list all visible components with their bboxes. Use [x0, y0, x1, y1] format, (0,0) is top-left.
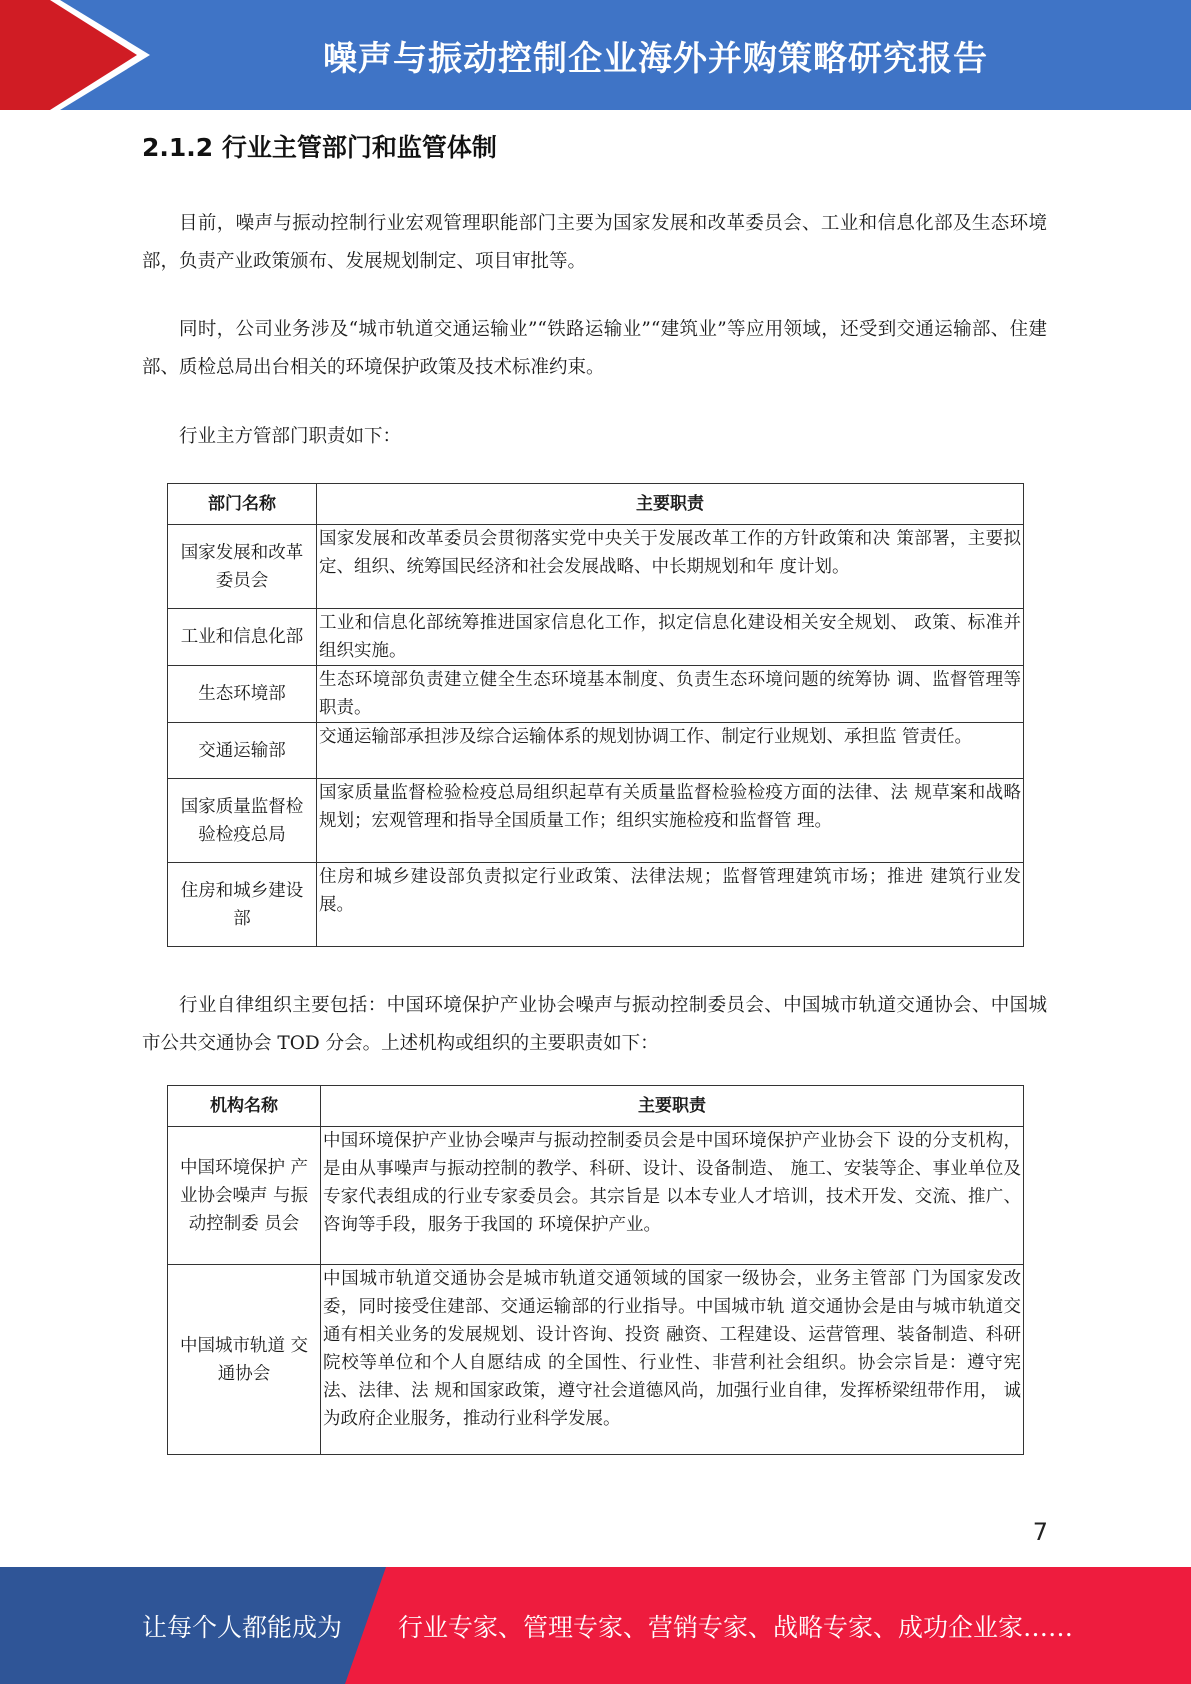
department-duty: 国家质量监督检验检疫总局组织起草有关质量监督检验检疫方面的法律、法 规草案和战略规划；宏观管理和指导全国质量工作；组织实施检疫和监督管 理。: [317, 779, 1024, 863]
paragraph-application-domains: 同时，公司业务涉及“城市轨道交通运输业”“铁路运输业”“建筑业”等应用领域，还受到交通运输部、住建部、质检总局出台相关的环境保护政策及技术标准约束。: [142, 319, 1047, 378]
organization-duty: 中国城市轨道交通协会是城市轨道交通领域的国家一级协会，业务主管部 门为国家发改委，同时接受住建部、交通运输部的行业指导。中国城市轨 道交通协会是由与城市轨道交通有相关业务的发展规划、设计咨询、投资 融资、工程建设、运营管理、装备制造、科研院校等单位和个人自愿结成 的全国性、行业性、非营利社会组织。协会宗旨是：遵守宪法、法律、法 规和国家政策，遵守社会道德风尚，加强行业自律，发挥桥梁纽带作用， 诚为政府企业服务，推动行业科学发展。: [321, 1265, 1024, 1455]
table-row: [168, 1265, 1024, 1455]
report-title: 噪声与振动控制企业海外并购策略研究报告: [323, 38, 988, 79]
table-header-row: [168, 484, 1024, 525]
department-duty: 交通运输部承担涉及综合运输体系的规划协调工作、制定行业规划、承担监 管责任。: [317, 723, 1024, 779]
table-row: [168, 723, 1024, 779]
table-row: [168, 666, 1024, 723]
column-header-duty: 主要职责: [317, 484, 1024, 525]
footer-slogan-left: 让每个人都能成为: [142, 1612, 343, 1642]
column-header-duty: 主要职责: [321, 1086, 1024, 1127]
paragraph-table-intro: 行业主方管部门职责如下：: [179, 426, 402, 447]
table-header-row: [168, 1086, 1024, 1127]
department-duty: 住房和城乡建设部负责拟定行业政策、法律法规；监督管理建筑市场；推进 建筑行业发展。: [317, 863, 1024, 947]
department-name: 国家发展和改革委员会: [168, 525, 317, 609]
table-row: [168, 525, 1024, 609]
page-number: 7: [1032, 1518, 1048, 1546]
department-name: 生态环境部: [168, 666, 317, 723]
department-name: 交通运输部: [168, 723, 317, 779]
column-header-department: 部门名称: [168, 484, 317, 525]
table-row: [168, 779, 1024, 863]
department-duty: 生态环境部负责建立健全生态环境基本制度、负责生态环境问题的统筹协 调、监督管理等职责。: [317, 666, 1024, 723]
column-header-organization: 机构名称: [168, 1086, 321, 1127]
department-name: 住房和城乡建设部: [168, 863, 317, 947]
departments-table: [167, 483, 1024, 947]
paragraph-self-regulatory-orgs: 行业自律组织主要包括：中国环境保护产业协会噪声与振动控制委员会、中国城市轨道交通协会、中国城市公共交通协会 TOD 分会。上述机构或组织的主要职责如下：: [142, 995, 1047, 1054]
paragraph-regulators: 目前，噪声与振动控制行业宏观管理职能部门主要为国家发展和改革委员会、工业和信息化部及生态环境部，负责产业政策颁布、发展规划制定、项目审批等。: [142, 213, 1047, 272]
organization-duty: 中国环境保护产业协会噪声与振动控制委员会是中国环境保护产业协会下 设的分支机构，是由从事噪声与振动控制的教学、科研、设计、设备制造、 施工、安装等企、事业单位及专家代表组成的行业专家委员会。其宗旨是 以本专业人才培训，技术开发、交流、推广、咨询等手段，服务于我国的 环境保护产业。: [321, 1127, 1024, 1265]
header-chevron-icon: [0, 0, 160, 110]
table-row: [168, 1127, 1024, 1265]
organization-name: 中国环境保护 产业协会噪声 与振动控制委 员会: [168, 1127, 321, 1265]
table-row: [168, 863, 1024, 947]
section-title: 2.1.2 行业主管部门和监管体制: [142, 133, 497, 162]
department-name: 国家质量监督检验检疫总局: [168, 779, 317, 863]
organizations-table: [167, 1085, 1024, 1455]
table-row: [168, 609, 1024, 666]
department-duty: 工业和信息化部统筹推进国家信息化工作，拟定信息化建设相关安全规划、 政策、标准并组织实施。: [317, 609, 1024, 666]
department-name: 工业和信息化部: [168, 609, 317, 666]
department-duty: 国家发展和改革委员会贯彻落实党中央关于发展改革工作的方针政策和决 策部署，主要拟定、组织、统筹国民经济和社会发展战略、中长期规划和年 度计划。: [317, 525, 1024, 609]
footer-slogan-right: 行业专家、管理专家、营销专家、战略专家、成功企业家……: [398, 1612, 1074, 1642]
organization-name: 中国城市轨道 交通协会: [168, 1265, 321, 1455]
